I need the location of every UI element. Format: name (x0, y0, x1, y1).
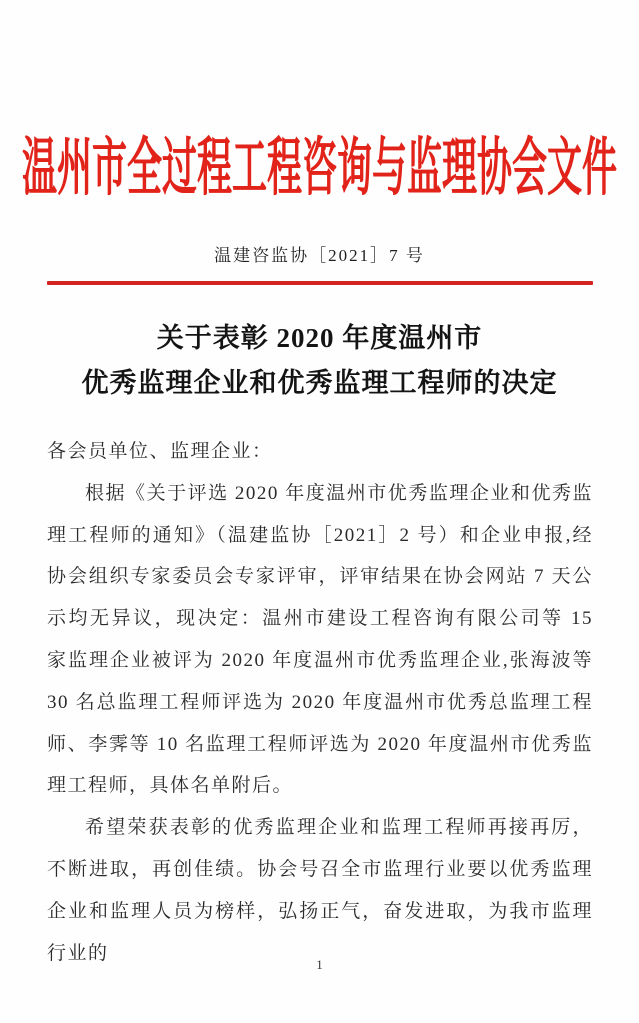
body-paragraph-1: 根据《关于评选 2020 年度温州市优秀监理企业和优秀监理工程师的通知》（温建监协［2021］2 号）和企业申报,经协会组织专家委员会专家评审，评审结果在协会网站 7 天公示均无异议，现决定：温州市建设工程咨询有限公司等 15 家监理企业被评为 2020 年度温州市优秀监理企业,张海波等 30 名总监理工程师评选为 2020 年度温州市优秀总监理工程师、李霁等 10 名监理工程师评选为 2020 年度温州市优秀监理工程师，具体名单附后。 (47, 482, 593, 797)
document-header-title: 温州市全过程工程咨询与监理协会文件 (21, 133, 617, 204)
salutation-line: 各会员单位、监理企业： (47, 441, 273, 462)
document-title-line1: 关于表彰 2020 年度温州市 (156, 323, 483, 353)
document-title (0, 316, 639, 406)
document-title-line2: 优秀监理企业和优秀监理工程师的决定 (81, 368, 558, 398)
body-paragraph-2: 希望荣获表彰的优秀监理企业和监理工程师再接再厉，不断进取，再创佳绩。协会号召全市监理行业要以优秀监理企业和监理人员为榜样，弘扬正气，奋发进取，为我市监理行业的 (47, 817, 593, 964)
document-body (47, 431, 593, 974)
document-number: 温建咨监协［2021］7 号 (214, 246, 425, 265)
page-number: 1 (316, 957, 323, 972)
red-separator-line (47, 281, 593, 285)
